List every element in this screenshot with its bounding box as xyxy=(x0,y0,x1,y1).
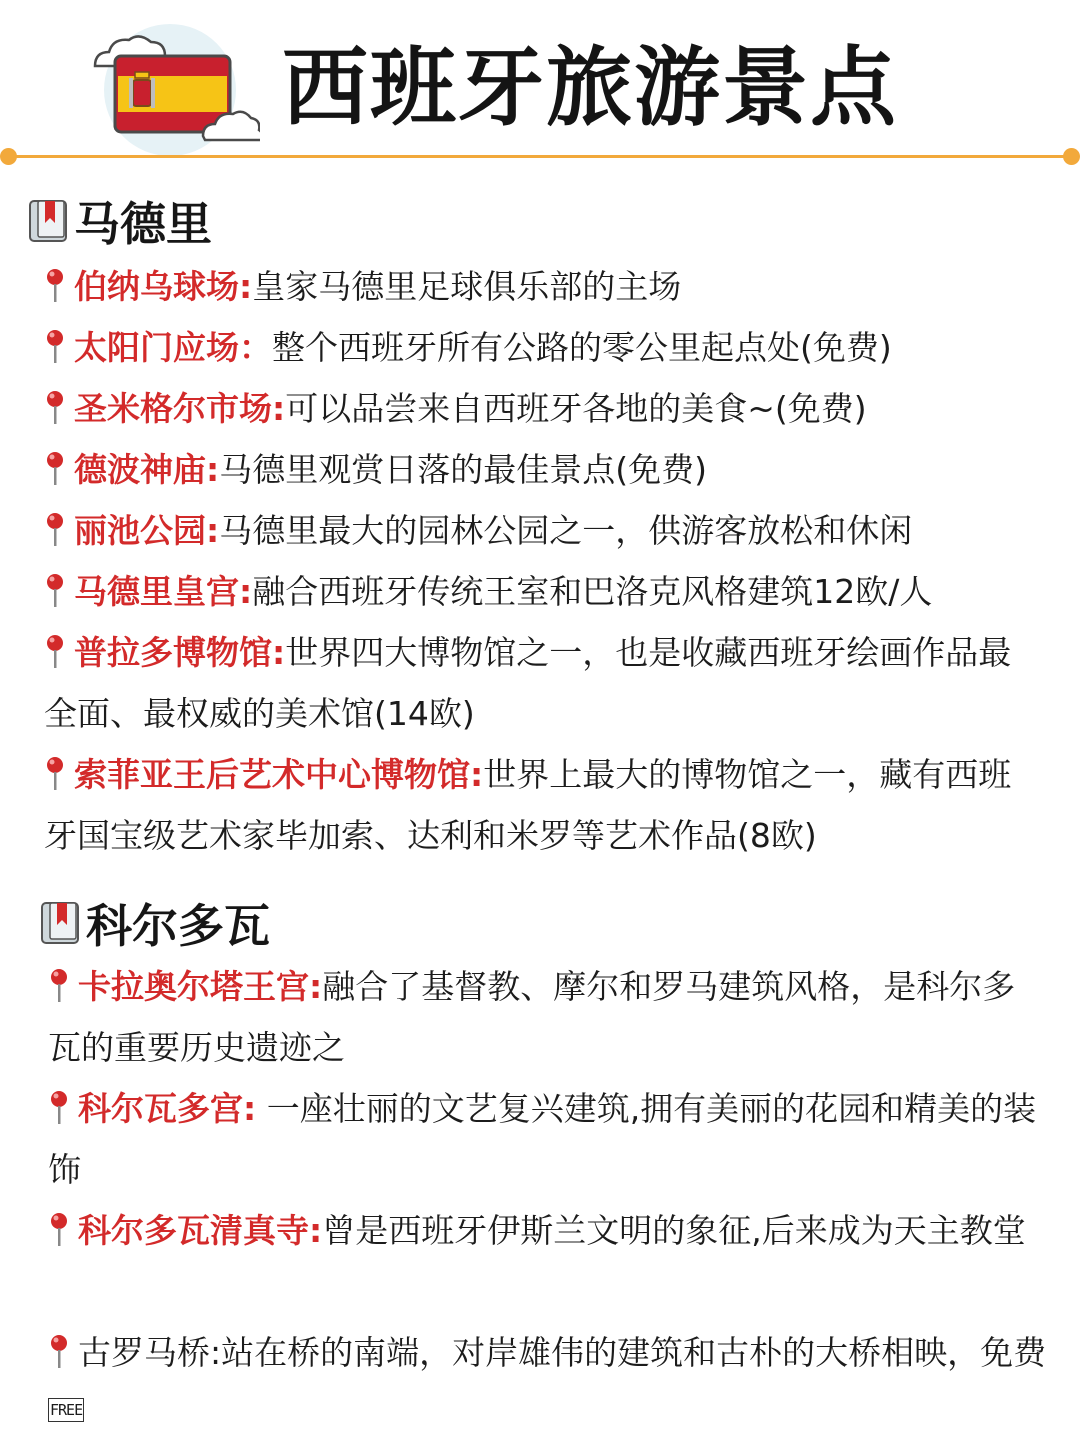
list-item xyxy=(44,622,1044,744)
list-item xyxy=(48,1078,1048,1200)
attraction-description: 整个西班牙所有公路的零公里起点处(免费) xyxy=(272,328,892,367)
section-heading-madrid xyxy=(28,188,212,254)
attraction-name: 马德里皇宫: xyxy=(74,572,253,611)
pin-icon xyxy=(44,634,66,670)
attraction-name: 伯纳乌球场: xyxy=(74,267,253,306)
section-heading-cordoba xyxy=(40,890,270,956)
attraction-name: 普拉多博物馆: xyxy=(74,633,286,672)
pin-icon xyxy=(48,968,70,1004)
list-item xyxy=(48,1322,1048,1444)
attraction-name: 索菲亚王后艺术中心博物馆: xyxy=(74,755,484,794)
attraction-name: 德波神庙: xyxy=(74,450,220,489)
attraction-name: 卡拉奥尔塔王宫: xyxy=(78,967,323,1006)
bookmark-book-icon xyxy=(28,198,70,244)
attraction-description: 古罗马桥:站在桥的南端，对岸雄伟的建筑和古朴的大桥相映，免费 xyxy=(78,1333,1047,1372)
attraction-description: 一座壮丽的文艺复兴建筑,拥有美丽的花园和精美的装饰 xyxy=(48,1089,1037,1189)
attraction-description: 世界上最大的博物馆之一，藏有西班牙国宝级艺术家毕加索、达利和米罗等艺术作品(8欧) xyxy=(44,755,1012,855)
pin-icon xyxy=(44,756,66,792)
divider-dot-right xyxy=(1063,148,1080,165)
attraction-description: 融合了基督教、摩尔和罗马建筑风格，是科尔多瓦的重要历史遗迹之 xyxy=(48,967,1016,1067)
page-title: 西班牙旅游景点 xyxy=(282,38,898,138)
free-icon: FREE xyxy=(48,1398,84,1422)
list-item xyxy=(44,439,1044,500)
attraction-description: 融合西班牙传统王室和巴洛克风格建筑12欧/人 xyxy=(252,572,933,611)
pin-icon xyxy=(44,268,66,304)
attraction-name: 丽池公园: xyxy=(74,511,220,550)
pin-icon xyxy=(44,390,66,426)
list-item xyxy=(44,744,1044,866)
list-item xyxy=(48,1200,1048,1261)
attraction-name: 科尔多瓦清真寺: xyxy=(78,1211,323,1250)
pin-icon xyxy=(44,573,66,609)
list-item xyxy=(48,956,1048,1078)
attraction-name: 圣米格尔市场: xyxy=(74,389,286,428)
attraction-description: 世界四大博物馆之一，也是收藏西班牙绘画作品最全面、最权威的美术馆(14欧) xyxy=(44,633,1012,733)
pin-icon xyxy=(44,329,66,365)
attraction-description: 马德里观赏日落的最佳景点(免费) xyxy=(219,450,707,489)
list-item xyxy=(44,500,1044,561)
bookmark-book-icon xyxy=(40,900,82,946)
list-item xyxy=(44,378,1044,439)
pin-icon xyxy=(48,1090,70,1126)
divider-dot-left xyxy=(0,148,17,165)
attraction-description: 马德里最大的园林公园之一，供游客放松和休闲 xyxy=(219,511,913,550)
attraction-name: 科尔瓦多宫: xyxy=(78,1089,257,1128)
pin-icon xyxy=(48,1334,70,1370)
pin-icon xyxy=(44,512,66,548)
spain-flag-icon xyxy=(85,18,260,158)
section-heading-text: 科尔多瓦 xyxy=(86,899,270,953)
header xyxy=(0,0,1080,170)
list-item xyxy=(44,561,1044,622)
divider-line xyxy=(8,155,1072,158)
pin-icon xyxy=(44,451,66,487)
list-item xyxy=(44,317,1044,378)
section-heading-text: 马德里 xyxy=(74,197,212,251)
attraction-name: 太阳门应场： xyxy=(74,328,272,367)
attraction-description: 曾是西班牙伊斯兰文明的象征,后来成为天主教堂 xyxy=(322,1211,1026,1250)
pin-icon xyxy=(48,1212,70,1248)
list-item xyxy=(44,256,1044,317)
attraction-description: 可以品尝来自西班牙各地的美食~(免费) xyxy=(285,389,867,428)
attraction-description: 皇家马德里足球俱乐部的主场 xyxy=(252,267,682,306)
